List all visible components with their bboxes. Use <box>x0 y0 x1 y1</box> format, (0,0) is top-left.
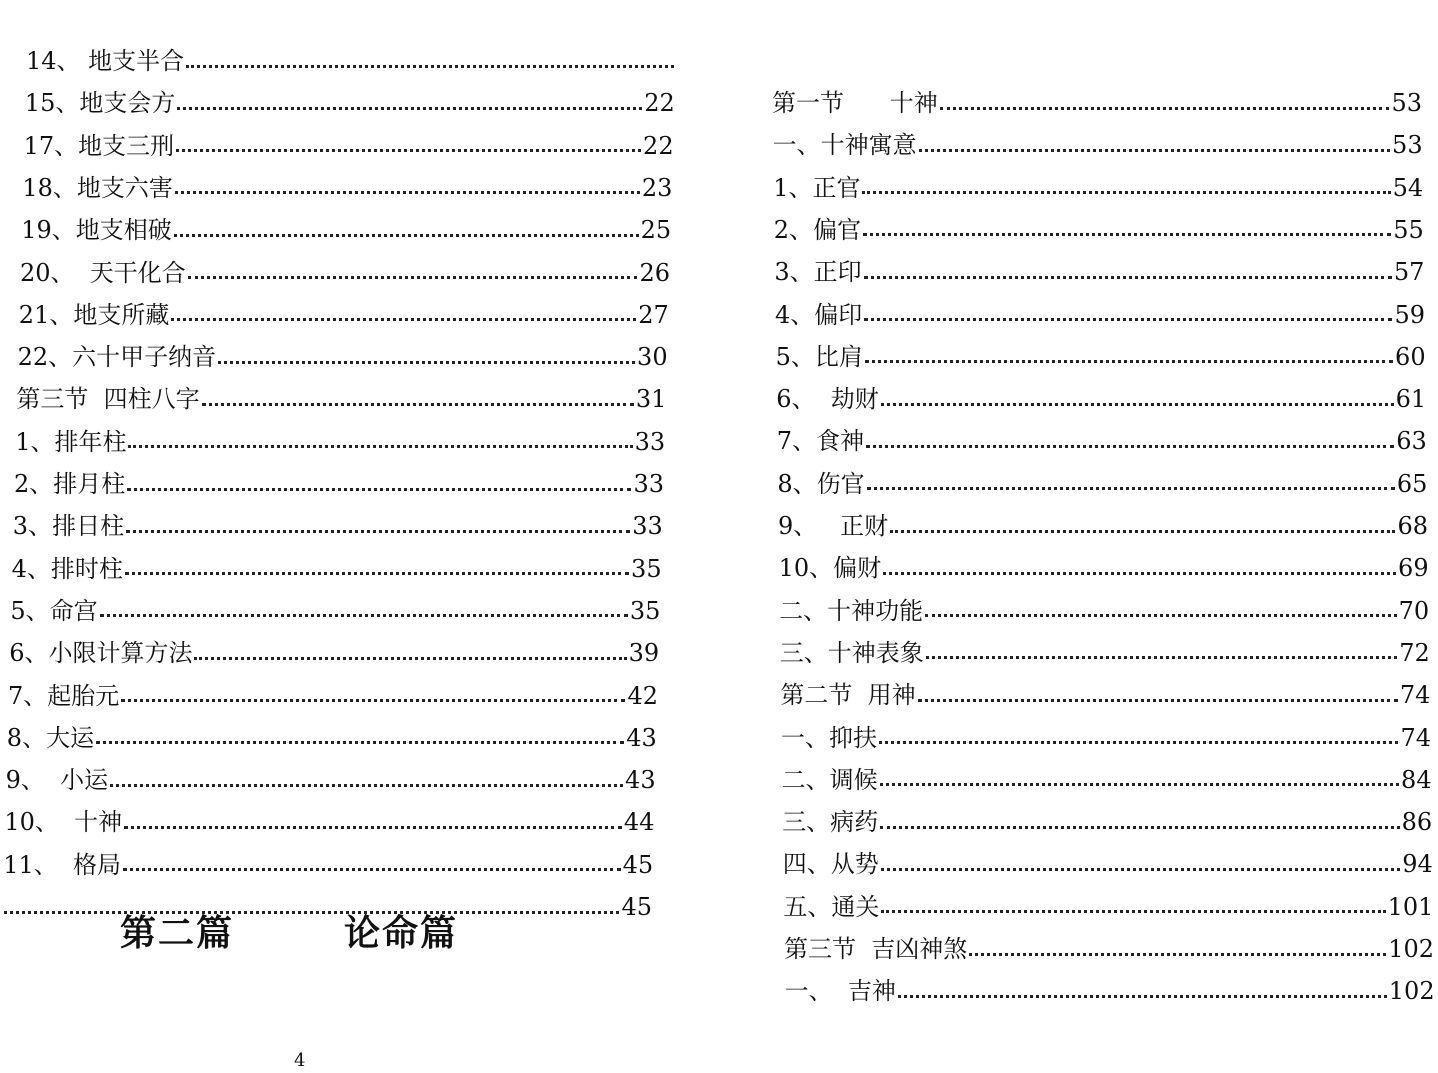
toc-entry <box>780 680 1430 710</box>
toc-entry-page: 27 <box>638 300 669 329</box>
toc-entry <box>781 723 1431 753</box>
toc-entry-label: 第一节 十神 <box>772 89 938 117</box>
toc-entry-page: 84 <box>1401 765 1432 794</box>
toc-entry-page: 74 <box>1400 723 1431 752</box>
dot-leader <box>866 435 1394 448</box>
dot-leader <box>96 731 624 744</box>
toc-entry-page: 102 <box>1388 935 1434 963</box>
toc-entry-label: 10、偏财 <box>778 554 882 583</box>
toc-entry <box>15 427 665 457</box>
toc-entry-page: 54 <box>1392 173 1424 202</box>
dot-leader <box>175 181 640 194</box>
toc-entry-label: 5、命宫 <box>10 596 98 625</box>
dot-leader <box>881 900 1385 913</box>
dot-leader <box>100 604 628 617</box>
toc-entry-label: 21、地支所藏 <box>18 300 170 329</box>
toc-entry-label: 8、大运 <box>6 723 95 752</box>
dot-leader <box>126 520 630 533</box>
toc-entry-page: 65 <box>1396 469 1428 498</box>
toc-entry-page: 22 <box>644 89 675 118</box>
dot-leader <box>898 985 1387 998</box>
toc-entry <box>777 469 1427 499</box>
toc-entry-label: 4、排时柱 <box>11 554 123 583</box>
toc-entry-page: 63 <box>1396 427 1427 456</box>
toc-entry <box>784 934 1434 964</box>
toc-entry-page: 53 <box>1392 131 1423 160</box>
toc-entry <box>774 215 1424 245</box>
toc-entry-page: 26 <box>639 258 670 287</box>
dot-leader <box>171 308 636 321</box>
dot-leader <box>194 647 626 660</box>
dot-leader <box>121 689 625 702</box>
toc-entry <box>6 765 656 795</box>
toc-entry-label: 第三节 吉凶神煞 <box>784 935 968 963</box>
toc-entry-label: 五、通关 <box>783 892 880 921</box>
dot-leader <box>188 266 638 279</box>
toc-entry-page: 55 <box>1393 215 1424 244</box>
toc-entry <box>779 596 1429 626</box>
dot-leader <box>926 646 1397 659</box>
toc-entry-label: 1、排年柱 <box>15 427 127 456</box>
toc-entry-label: 一、 吉神 <box>784 977 896 1006</box>
toc-entry-page: 101 <box>1387 892 1434 921</box>
dot-leader <box>918 689 1398 702</box>
toc-entry-page: 42 <box>627 681 658 710</box>
toc-entry <box>24 131 674 161</box>
toc-entry-label: 22、六十甲子纳音 <box>17 343 217 372</box>
toc-entry-label: 四、从势 <box>782 850 879 879</box>
toc-entry <box>773 173 1423 203</box>
toc-entry <box>773 130 1423 160</box>
toc-entry <box>782 807 1432 837</box>
dot-leader <box>864 308 1392 321</box>
dot-leader <box>865 350 1393 363</box>
toc-entry-page: 22 <box>643 131 674 160</box>
dot-leader <box>177 97 642 110</box>
dot-leader <box>890 520 1395 533</box>
dot-leader <box>123 858 621 871</box>
dot-leader <box>174 224 639 237</box>
toc-entry <box>22 173 672 203</box>
toc-entry-label: 5、比肩 <box>775 342 863 371</box>
toc-entry <box>3 850 653 880</box>
toc-entry-label: 18、地支六害 <box>22 173 173 202</box>
toc-entry <box>782 765 1432 795</box>
dot-leader <box>867 477 1395 490</box>
dot-leader <box>862 181 1390 194</box>
dot-leader <box>879 731 1398 744</box>
page-number: 4 <box>294 1050 306 1071</box>
dot-leader <box>218 351 635 364</box>
toc-entry-page: 86 <box>1401 808 1433 837</box>
toc-entry-page: 74 <box>1399 681 1431 710</box>
toc-entry-label: 9、 正财 <box>778 512 889 540</box>
part-number: 第二篇 <box>120 912 235 954</box>
toc-entry-page: 33 <box>633 470 664 498</box>
dot-leader <box>124 816 622 829</box>
toc-entry-page: 61 <box>1395 385 1427 414</box>
toc-entry-page: 39 <box>628 639 660 668</box>
toc-entry-label: 19、地支相破 <box>21 216 172 245</box>
toc-entry-label: 第二节 用神 <box>780 681 916 710</box>
dot-leader <box>881 858 1400 871</box>
toc-entry <box>775 300 1425 330</box>
toc-entry-page: 57 <box>1393 258 1425 287</box>
toc-entry <box>772 88 1422 118</box>
dot-leader <box>128 435 632 448</box>
toc-entry-label: 2、偏官 <box>773 215 862 244</box>
toc-entry-page: 23 <box>641 173 673 202</box>
dot-leader <box>202 393 634 406</box>
toc-entry <box>8 681 658 711</box>
dot-leader <box>110 774 623 787</box>
toc-entry-label: 第三节 四柱八字 <box>16 385 200 414</box>
dot-leader <box>880 816 1399 829</box>
toc-entry <box>776 342 1426 372</box>
toc-entry-page: 31 <box>635 385 667 414</box>
toc-entry-label: 3、正印 <box>774 258 862 287</box>
toc-entry-label: 10、 十神 <box>4 808 123 837</box>
toc-entry-page: 45 <box>621 893 652 921</box>
toc-entry-page: 70 <box>1398 596 1430 625</box>
toc-entry-label: 一、十神寓意 <box>772 131 917 160</box>
toc-entry-label: 11、 格局 <box>3 850 121 879</box>
dot-leader <box>186 55 674 68</box>
toc-entry-page: 35 <box>631 554 662 583</box>
toc-entry-label: 14、 地支半合 <box>26 47 185 75</box>
toc-entry-label: 一、抑扶 <box>781 723 877 752</box>
toc-entry-page: 44 <box>623 808 655 837</box>
toc-entry-label: 二、调候 <box>781 765 878 794</box>
toc-entry-label: 9、 小运 <box>5 766 109 795</box>
dot-leader <box>880 773 1399 786</box>
toc-entry-page: 43 <box>625 766 656 795</box>
part-title: 论命篇 <box>344 912 459 954</box>
toc-entry <box>783 849 1433 879</box>
toc-entry-label: 6、小限计算方法 <box>9 639 193 668</box>
toc-entry <box>777 426 1427 456</box>
toc-entry <box>13 511 663 541</box>
toc-entry <box>19 300 669 330</box>
toc-entry-label: 6、 劫财 <box>776 385 879 414</box>
dot-leader <box>919 139 1390 152</box>
toc-entry-label: 3、排日柱 <box>12 512 125 541</box>
toc-entry-page: 43 <box>626 723 657 752</box>
toc-entry <box>776 384 1426 414</box>
dot-leader <box>125 562 629 575</box>
toc-entry-label: 15、地支会方 <box>24 89 176 118</box>
toc-entry <box>774 257 1424 287</box>
toc-entry-page: 72 <box>1399 638 1430 667</box>
toc-entry-page: 45 <box>622 850 654 879</box>
toc-entry-label: 20、 天干化合 <box>20 258 186 287</box>
dot-leader <box>863 223 1391 236</box>
dot-leader <box>176 139 641 152</box>
toc-entry <box>10 596 660 626</box>
toc-entry <box>4 807 654 837</box>
dot-leader <box>925 604 1396 617</box>
toc-entry <box>780 638 1430 668</box>
toc-entry <box>778 511 1428 541</box>
toc-entry-page: 69 <box>1398 554 1429 583</box>
dot-leader <box>127 478 631 491</box>
toc-entry-label: 17、地支三刑 <box>23 131 175 160</box>
toc-entry <box>20 258 670 288</box>
toc-entry <box>26 46 676 76</box>
dot-leader <box>881 393 1394 406</box>
toc-entry-page: 30 <box>637 343 668 372</box>
toc-entry-page: 53 <box>1391 89 1422 117</box>
toc-entry <box>779 553 1429 583</box>
toc-entry-label: 1、正官 <box>773 173 861 202</box>
dot-leader <box>940 97 1390 110</box>
toc-entry-page: 33 <box>632 512 663 541</box>
toc-entry-label: 4、偏印 <box>775 300 863 329</box>
dot-leader <box>969 943 1386 956</box>
toc-entry <box>7 723 657 753</box>
toc-entry-label: 2、排月柱 <box>14 470 126 498</box>
toc-entry-label: 7、起胎元 <box>8 681 120 710</box>
toc-entry-label: 8、伤官 <box>777 469 865 498</box>
toc-entry-page: 102 <box>1388 977 1435 1006</box>
toc-entry-page: 94 <box>1402 850 1433 879</box>
toc-entry <box>12 554 662 584</box>
toc-entry-label: 二、十神功能 <box>779 596 924 625</box>
toc-entry-page: 60 <box>1395 342 1426 371</box>
toc-entry <box>18 342 668 372</box>
toc-entry <box>785 976 1435 1006</box>
toc-entry-page: 68 <box>1397 512 1428 540</box>
dot-leader <box>864 266 1392 279</box>
toc-entry-label: 三、十神表象 <box>779 638 924 667</box>
toc-entry <box>783 892 1433 922</box>
toc-entry-page: 35 <box>629 596 661 625</box>
toc-entry-page: 25 <box>640 216 672 245</box>
toc-entry-label: 7、食神 <box>776 427 865 456</box>
dot-leader <box>883 562 1396 575</box>
toc-entry-page: 59 <box>1394 300 1425 329</box>
toc-entry <box>16 384 666 414</box>
toc-entry <box>21 215 671 245</box>
toc-entry-page: 33 <box>634 427 666 456</box>
toc-entry <box>14 469 664 499</box>
toc-entry-label: 三、病药 <box>782 808 879 837</box>
toc-entry <box>25 88 675 118</box>
part-heading <box>120 905 458 956</box>
toc-entry <box>9 638 659 668</box>
